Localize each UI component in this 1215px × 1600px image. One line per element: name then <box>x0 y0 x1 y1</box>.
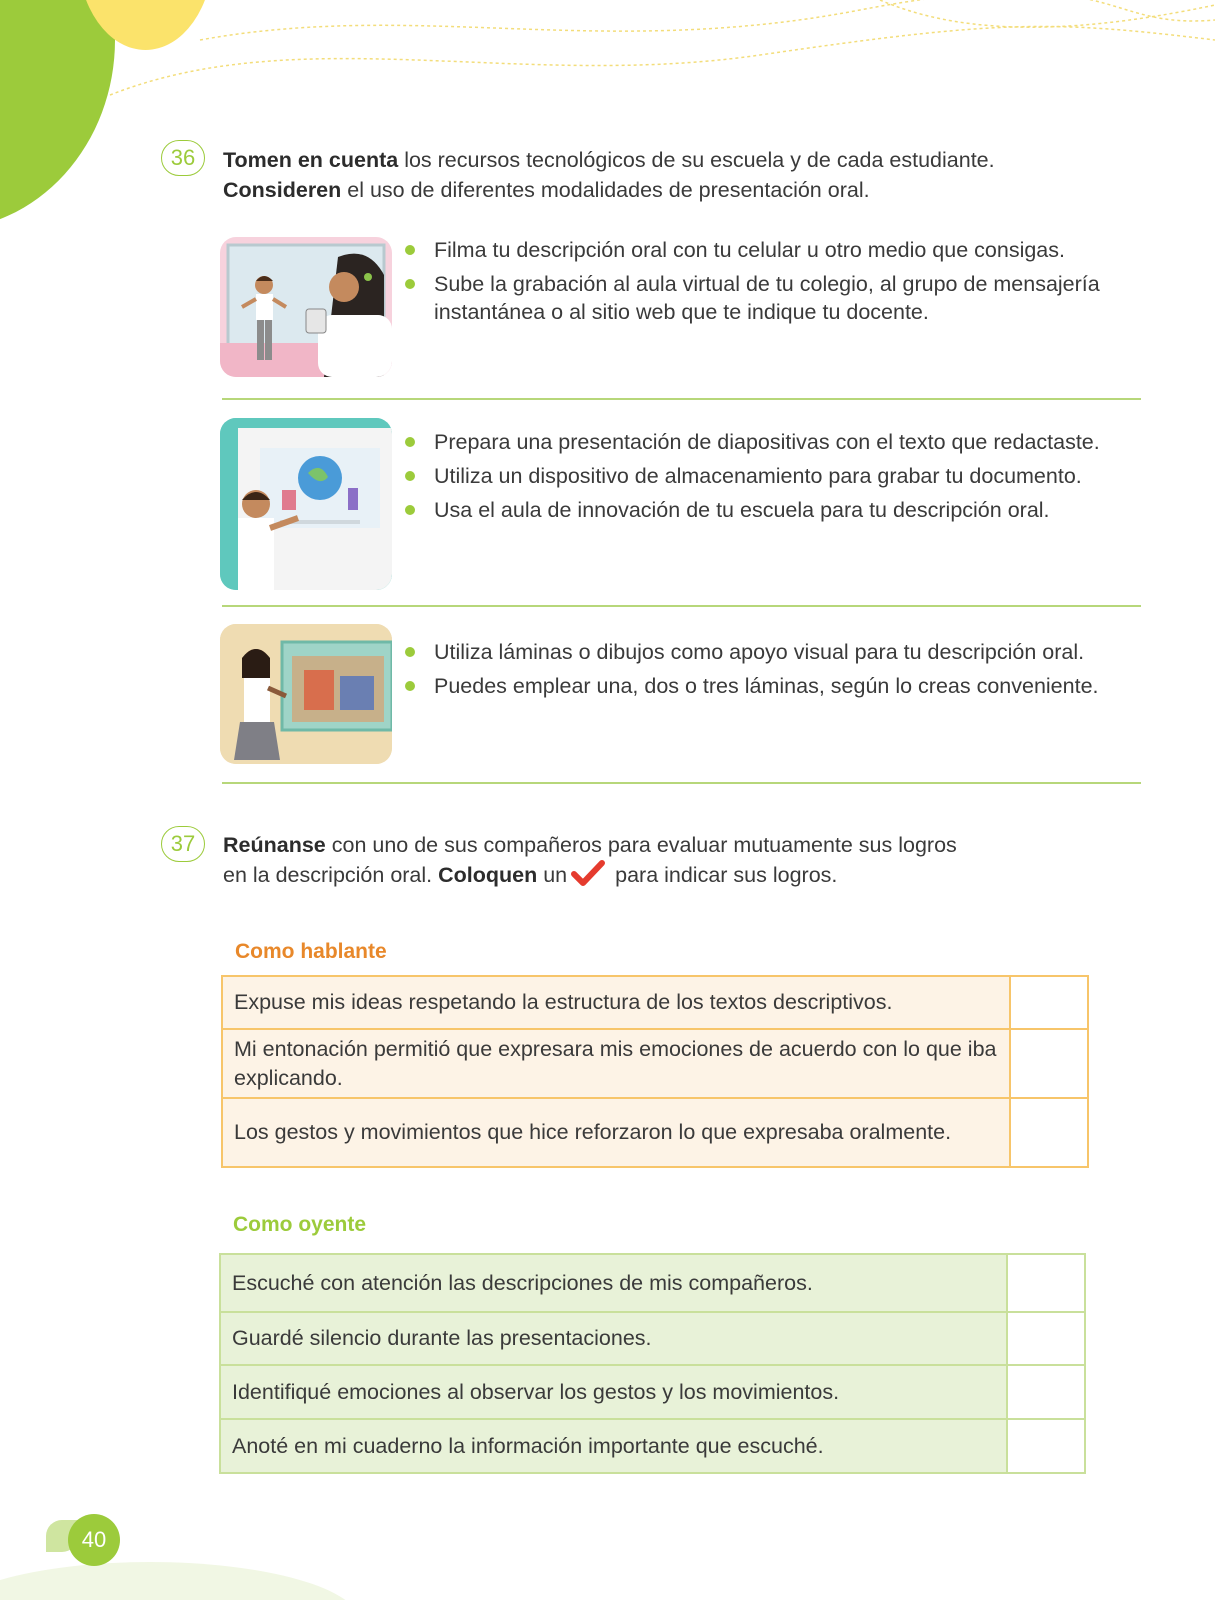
instruction-text: con uno de sus compañeros para evaluar mutuamente sus logros <box>325 833 957 857</box>
illustration-boy-slides <box>220 418 392 590</box>
list-item-text: Prepara una presentación de diapositivas con el texto que redactaste. <box>434 430 1100 454</box>
table-row <box>222 1029 1088 1098</box>
instruction-text: los recursos tecnológicos de su escuela y de cada estudiante. <box>398 148 995 172</box>
table-row <box>220 1312 1085 1365</box>
criterion-cell: Guardé silencio durante las presentaciones. <box>220 1312 1007 1365</box>
section-divider <box>222 782 1141 784</box>
criterion-cell: Anoté en mi cuaderno la información importante que escuché. <box>220 1419 1007 1473</box>
instruction-bold: Coloquen <box>438 863 538 887</box>
tips-list-recording <box>405 236 1105 332</box>
criterion-cell: Expuse mis ideas respetando la estructura de los textos descriptivos. <box>222 976 1010 1029</box>
list-item <box>405 496 1145 524</box>
bullet-dot-icon <box>405 647 415 657</box>
list-item <box>405 638 1145 666</box>
tips-list-slides <box>405 428 1145 530</box>
checkbox-cell[interactable] <box>1010 1029 1088 1098</box>
tips-list-posters <box>405 638 1145 706</box>
listener-section-title: Como oyente <box>233 1213 367 1236</box>
bullet-dot-icon <box>405 471 415 481</box>
section-divider <box>222 398 1141 400</box>
criterion-cell: Mi entonación permitió que expresara mis emociones de acuerdo con lo que iba explicando. <box>222 1029 1010 1098</box>
table-row <box>222 1098 1088 1167</box>
instruction-bold: Reúnanse <box>223 833 326 857</box>
page-number: 40 <box>68 1514 120 1566</box>
instruction-bold: Consideren <box>223 178 342 202</box>
bullet-dot-icon <box>405 245 415 255</box>
table-row <box>220 1365 1085 1419</box>
table-row <box>220 1254 1085 1312</box>
list-item-text: Sube la grabación al aula virtual de tu colegio, al grupo de mensajería instantánea o al sitio web que te indique tu docente. <box>434 272 1100 324</box>
bottom-green-blob <box>0 1562 360 1600</box>
list-item <box>405 672 1145 700</box>
speaker-checklist-table <box>221 975 1089 1168</box>
list-item-text: Filma tu descripción oral con tu celular u otro medio que consigas. <box>434 238 1065 262</box>
checkbox-cell[interactable] <box>1010 1098 1088 1167</box>
instruction-bold: Tomen en cuenta <box>223 148 399 172</box>
list-item-text: Usa el aula de innovación de tu escuela para tu descripción oral. <box>434 498 1050 522</box>
criterion-cell: Identifiqué emociones al observar los gestos y los movimientos. <box>220 1365 1007 1419</box>
checkbox-cell[interactable] <box>1007 1365 1085 1419</box>
listener-checklist-table <box>219 1253 1086 1474</box>
activity-number-badge: 37 <box>161 826 205 862</box>
bullet-dot-icon <box>405 681 415 691</box>
speaker-section-title: Como hablante <box>235 940 387 963</box>
instruction-text: en la descripción oral. <box>223 863 439 887</box>
section-divider <box>222 605 1141 607</box>
illustration-child-filming <box>220 237 392 377</box>
bullet-dot-icon <box>405 279 415 289</box>
bullet-dot-icon <box>405 505 415 515</box>
table-row <box>222 976 1088 1029</box>
list-item-text: Puedes emplear una, dos o tres láminas, según lo creas conveniente. <box>434 674 1099 698</box>
activity-number-badge: 36 <box>161 140 205 176</box>
list-item-text: Utiliza un dispositivo de almacenamiento para grabar tu documento. <box>434 464 1082 488</box>
checkbox-cell[interactable] <box>1007 1312 1085 1365</box>
activity-37-instructions <box>223 830 1153 890</box>
activity-36-instructions <box>223 145 1153 205</box>
illustration-girl-poster <box>220 624 392 764</box>
list-item <box>405 428 1145 456</box>
instruction-text: un <box>537 863 568 887</box>
bullet-dot-icon <box>405 437 415 447</box>
checkbox-cell[interactable] <box>1010 976 1088 1029</box>
criterion-cell: Los gestos y movimientos que hice reforzaron lo que expresaba oralmente. <box>222 1098 1010 1167</box>
checkbox-cell[interactable] <box>1007 1419 1085 1473</box>
table-row <box>220 1419 1085 1473</box>
checkbox-cell[interactable] <box>1007 1254 1085 1312</box>
list-item <box>405 462 1145 490</box>
list-item <box>405 236 1105 264</box>
list-item-text: Utiliza láminas o dibujos como apoyo visual para tu descripción oral. <box>434 640 1085 664</box>
list-item <box>405 270 1105 326</box>
red-checkmark-icon <box>571 860 605 886</box>
instruction-text: el uso de diferentes modalidades de presentación oral. <box>341 178 870 202</box>
criterion-cell: Escuché con atención las descripciones de mis compañeros. <box>220 1254 1007 1312</box>
decorative-dotted-waves <box>0 0 1215 110</box>
instruction-text: para indicar sus logros. <box>609 863 838 887</box>
